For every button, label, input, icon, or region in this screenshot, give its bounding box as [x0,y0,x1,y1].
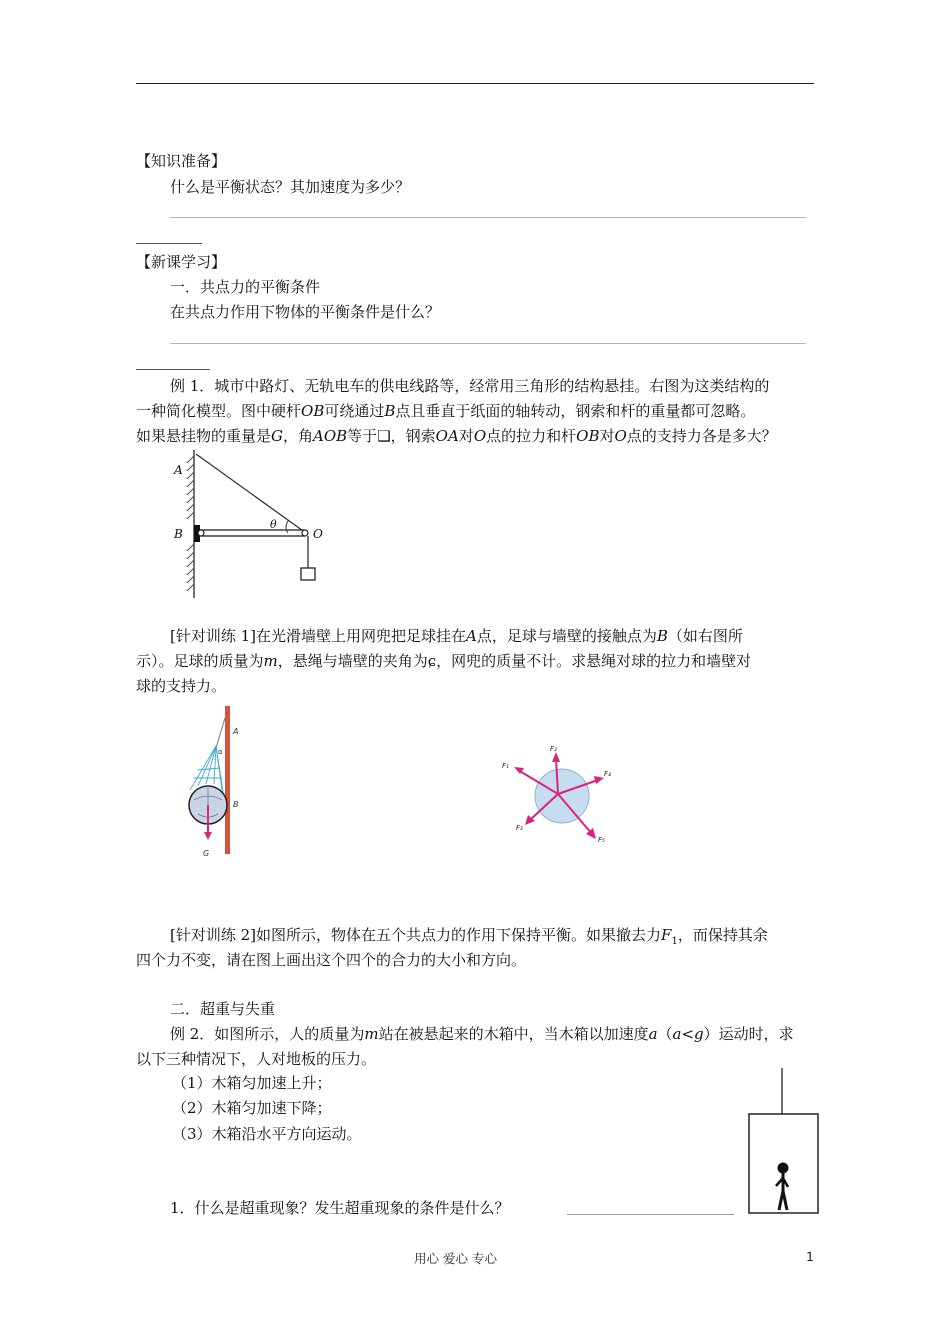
rod-OB [200,530,304,536]
football-diagram [180,706,260,866]
header-rule [136,83,814,84]
label-F3: F₃ [516,824,523,832]
wall-hatching [187,450,194,598]
practice2-line1: [针对训练 2]如图所示，物体在五个共点力的作用下保持平衡。如果撤去力$F_1$，而保持其余 [170,926,768,947]
gravity-arrowhead [204,832,212,840]
section-title-knowledge: 【知识准备】 [136,152,227,170]
cable-OA [196,454,306,533]
footer-motto: 用心 爱心 专心 [414,1251,497,1266]
answer-line[interactable] [170,343,806,344]
section-title-new-lesson: 【新课学习】 [136,253,227,271]
case-3: （3）木箱沿水平方向运动。 [172,1125,362,1143]
elevator-box-diagram [748,1068,820,1214]
example1-line1: 例 1．城市中路灯、无轨电车的供电线路等，经常用三角形的结构悬挂。右图为这类结构的 [170,377,770,395]
answer-line[interactable] [170,217,806,218]
example1-line2: 一种简化模型。图中硬杆OB可绕通过B点且垂直于纸面的轴转动，钢索和杆的重量都可忽略。 [136,402,756,420]
answer-line-continuation[interactable] [136,243,202,244]
wall [225,706,230,854]
label-O: O [313,527,323,541]
case-1: （1）木箱匀加速上升； [172,1074,332,1092]
example1-line3: 如果悬挂物的重量是G，角AOB等于❑，钢索OA对O点的拉力和杆OB对O点的支持力各是多大？ [136,427,777,445]
hanging-weight [301,568,315,580]
case-2: （2）木箱匀加速下降； [172,1099,332,1117]
practice1-line1: [针对训练 1]在光滑墙壁上用网兜把足球挂在A点，足球与墙壁的接触点为B（如右图所 [170,627,743,645]
label-F4: F₄ [604,770,611,778]
label-B: B [233,800,239,809]
label-G: G [203,849,210,858]
label-A: A [233,727,239,736]
label-F5: F₅ [598,836,605,844]
joint-O [302,530,308,536]
label-F1: F₁ [502,762,509,770]
bracket-diagram [170,450,340,600]
practice1-line2: 示）。足球的质量为m，悬绳与墙壁的夹角为ɕ，网兜的质量不计。求悬绳对球的拉力和墙壁对 [136,652,752,670]
label-alpha: α [218,748,223,756]
object-disc [535,769,589,823]
rope [216,718,225,748]
answer-line-overweight[interactable] [567,1214,734,1215]
subheading-equilibrium-condition: 一．共点力的平衡条件 [170,278,321,296]
subheading-overweight: 二．超重与失重 [170,1000,276,1018]
answer-line-continuation[interactable] [136,369,210,370]
force-vectors [514,752,604,839]
example2-line2: 以下三种情况下，人对地板的压力。 [136,1050,377,1068]
question-equilibrium: 什么是平衡状态？其加速度为多少？ [170,178,411,196]
example2-line1: 例 2．如图所示，人的质量为m站在被悬起来的木箱中，当木箱以加速度a（a<g）运动时，求 [170,1025,794,1043]
label-B: B [174,527,183,541]
practice2-line2: 四个力不变，请在图上画出这个四个的合力的大小和方向。 [136,951,527,969]
label-F2: F₂ [550,745,557,753]
practice1-line3: 球的支持力。 [136,677,227,695]
label-A: A [174,463,183,477]
page-number: 1 [806,1249,814,1264]
question-overweight: 1．什么是超重现象？发生超重现象的条件是什么？ [170,1199,510,1217]
hinge-B [198,530,204,536]
five-forces-diagram [500,746,620,850]
question-equilibrium-condition: 在共点力作用下物体的平衡条件是什么？ [170,303,441,321]
label-theta: θ [270,518,277,531]
